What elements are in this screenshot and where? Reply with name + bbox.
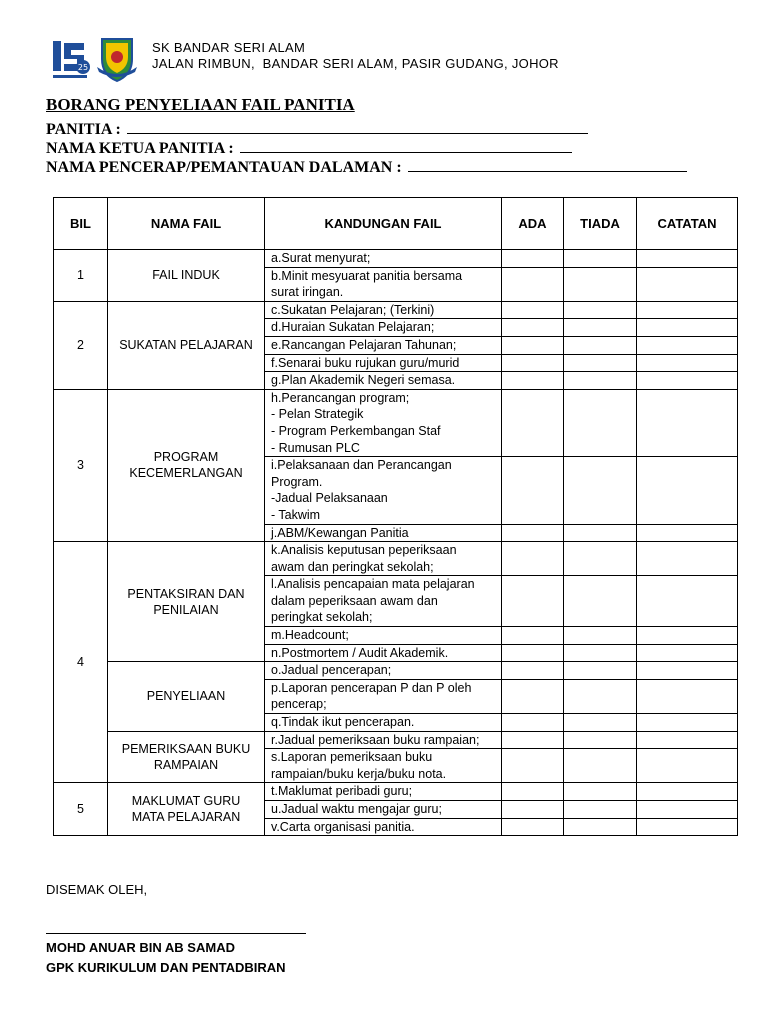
file-content-item: h.Perancangan program; - Pelan Strategik - Program Perkembangan Staf - Rumusan PLC [265,389,502,456]
tiada-cell[interactable] [564,576,637,627]
catatan-cell[interactable] [637,457,738,524]
ada-cell[interactable] [502,372,564,390]
tiada-cell[interactable] [564,301,637,319]
header-tiada: TIADA [564,198,637,250]
tiada-cell[interactable] [564,627,637,645]
header-kandungan-fail: KANDUNGAN FAIL [265,198,502,250]
ada-cell[interactable] [502,250,564,268]
file-content-item: v.Carta organisasi panitia. [265,818,502,836]
tiada-cell[interactable] [564,457,637,524]
tiada-cell[interactable] [564,354,637,372]
ada-cell[interactable] [502,576,564,627]
file-content-item: s.Laporan pemeriksaan buku rampaian/buku kerja/buku nota. [265,749,502,783]
table-row [54,542,738,576]
ada-cell[interactable] [502,679,564,713]
ada-cell[interactable] [502,818,564,836]
catatan-cell[interactable] [637,714,738,732]
file-content-item: o.Jadual pencerapan; [265,662,502,680]
tiada-cell[interactable] [564,336,637,354]
catatan-cell[interactable] [637,644,738,662]
field-panitia [46,121,588,139]
ada-cell[interactable] [502,542,564,576]
form-title: BORANG PENYELIAAN FAIL PANITIA [46,95,355,114]
catatan-cell[interactable] [637,749,738,783]
file-content-item: b.Minit mesyuarat panitia bersama surat iringan. [265,267,502,301]
field-label: PANITIA : [46,121,121,138]
file-name: MAKLUMAT GURU MATA PELAJARAN [108,783,265,836]
tiada-cell[interactable] [564,319,637,337]
inspection-table [53,197,738,836]
table-body [54,250,738,836]
ada-cell[interactable] [502,731,564,749]
school-address: JALAN RIMBUN, BANDAR SERI ALAM, PASIR GUDANG, JOHOR [152,56,559,71]
catatan-cell[interactable] [637,662,738,680]
ada-cell[interactable] [502,354,564,372]
file-content-item: l.Analisis pencapaian mata pelajaran dalam peperiksaan awam dan peringkat sekolah; [265,576,502,627]
table-row [54,662,738,680]
file-name: PROGRAM KECEMERLANGAN [108,389,265,541]
file-content-item: d.Huraian Sukatan Pelajaran; [265,319,502,337]
row-number: 5 [54,783,108,836]
catatan-cell[interactable] [637,731,738,749]
tiada-cell[interactable] [564,524,637,542]
school-info [152,40,559,72]
catatan-cell[interactable] [637,267,738,301]
table-row [54,389,738,456]
fill-in-line[interactable] [240,140,572,153]
header-nama-fail: NAMA FAIL [108,198,265,250]
ada-cell[interactable] [502,662,564,680]
table-row [54,783,738,801]
file-content-item: u.Jadual waktu mengajar guru; [265,801,502,819]
header-catatan: CATATAN [637,198,738,250]
file-name: FAIL INDUK [108,250,265,302]
checked-by-label: DISEMAK OLEH, [46,882,148,897]
catatan-cell[interactable] [637,679,738,713]
tiada-cell[interactable] [564,749,637,783]
logo-1-number: 25 [77,63,89,72]
file-content-item: i.Pelaksanaan dan Perancangan Program. -Jadual Pelaksanaan - Takwim [265,457,502,524]
logo-2-icon [94,35,140,83]
row-number: 2 [54,301,108,389]
ada-cell[interactable] [502,801,564,819]
catatan-cell[interactable] [637,783,738,801]
file-content-item: j.ABM/Kewangan Panitia [265,524,502,542]
tiada-cell[interactable] [564,679,637,713]
catatan-cell[interactable] [637,250,738,268]
catatan-cell[interactable] [637,372,738,390]
file-content-item: r.Jadual pemeriksaan buku rampaian; [265,731,502,749]
catatan-cell[interactable] [637,319,738,337]
signature-line[interactable] [46,933,306,934]
ada-cell[interactable] [502,389,564,456]
file-content-item: q.Tindak ikut pencerapan. [265,714,502,732]
file-name: PENTAKSIRAN DAN PENILAIAN [108,542,265,662]
ada-cell[interactable] [502,267,564,301]
row-number: 3 [54,389,108,541]
file-name: SUKATAN PELAJARAN [108,301,265,389]
field-label: NAMA KETUA PANITIA : [46,140,234,157]
tiada-cell[interactable] [564,644,637,662]
catatan-cell[interactable] [637,301,738,319]
file-content-item: t.Maklumat peribadi guru; [265,783,502,801]
catatan-cell[interactable] [637,818,738,836]
ada-cell[interactable] [502,319,564,337]
header-bil: BIL [54,198,108,250]
field-pencerap [46,159,687,177]
file-content-item: k.Analisis keputusan peperiksaan awam dan peringkat sekolah; [265,542,502,576]
tiada-cell[interactable] [564,818,637,836]
signatory-name: MOHD ANUAR BIN AB SAMAD [46,940,235,955]
tiada-cell[interactable] [564,389,637,456]
file-content-item: a.Surat menyurat; [265,250,502,268]
ada-cell[interactable] [502,524,564,542]
ada-cell[interactable] [502,714,564,732]
catatan-cell[interactable] [637,576,738,627]
ada-cell[interactable] [502,336,564,354]
tiada-cell[interactable] [564,267,637,301]
field-ketua-panitia [46,140,572,158]
tiada-cell[interactable] [564,801,637,819]
catatan-cell[interactable] [637,389,738,456]
table-row [54,731,738,749]
row-number: 4 [54,542,108,783]
ada-cell[interactable] [502,457,564,524]
ada-cell[interactable] [502,301,564,319]
tiada-cell[interactable] [564,731,637,749]
catatan-cell[interactable] [637,336,738,354]
fill-in-line[interactable] [408,159,687,172]
catatan-cell[interactable] [637,542,738,576]
file-content-item: n.Postmortem / Audit Akademik. [265,644,502,662]
file-name: PEMERIKSAAN BUKU RAMPAIAN [108,731,265,783]
file-content-item: p.Laporan pencerapan P dan P oleh pencerap; [265,679,502,713]
file-content-item: g.Plan Akademik Negeri semasa. [265,372,502,390]
tiada-cell[interactable] [564,714,637,732]
file-content-item: c.Sukatan Pelajaran; (Terkini) [265,301,502,319]
ada-cell[interactable] [502,749,564,783]
ada-cell[interactable] [502,783,564,801]
signatory-position: GPK KURIKULUM DAN PENTADBIRAN [46,960,286,975]
table-row [54,250,738,268]
catatan-cell[interactable] [637,801,738,819]
tiada-cell[interactable] [564,662,637,680]
file-content-item: f.Senarai buku rujukan guru/murid [265,354,502,372]
catatan-cell[interactable] [637,627,738,645]
tiada-cell[interactable] [564,783,637,801]
catatan-cell[interactable] [637,354,738,372]
school-name: SK BANDAR SERI ALAM [152,40,306,55]
table-row [54,301,738,319]
table-header-row [54,198,738,250]
file-content-item: e.Rancangan Pelajaran Tahunan; [265,336,502,354]
file-name: PENYELIAAN [108,662,265,731]
header-ada: ADA [502,198,564,250]
tiada-cell[interactable] [564,372,637,390]
tiada-cell[interactable] [564,542,637,576]
file-content-item: m.Headcount; [265,627,502,645]
tiada-cell[interactable] [564,250,637,268]
field-label: NAMA PENCERAP/PEMANTAUAN DALAMAN : [46,159,402,176]
row-number: 1 [54,250,108,302]
fill-in-line[interactable] [127,121,588,134]
ada-cell[interactable] [502,644,564,662]
ada-cell[interactable] [502,627,564,645]
catatan-cell[interactable] [637,524,738,542]
